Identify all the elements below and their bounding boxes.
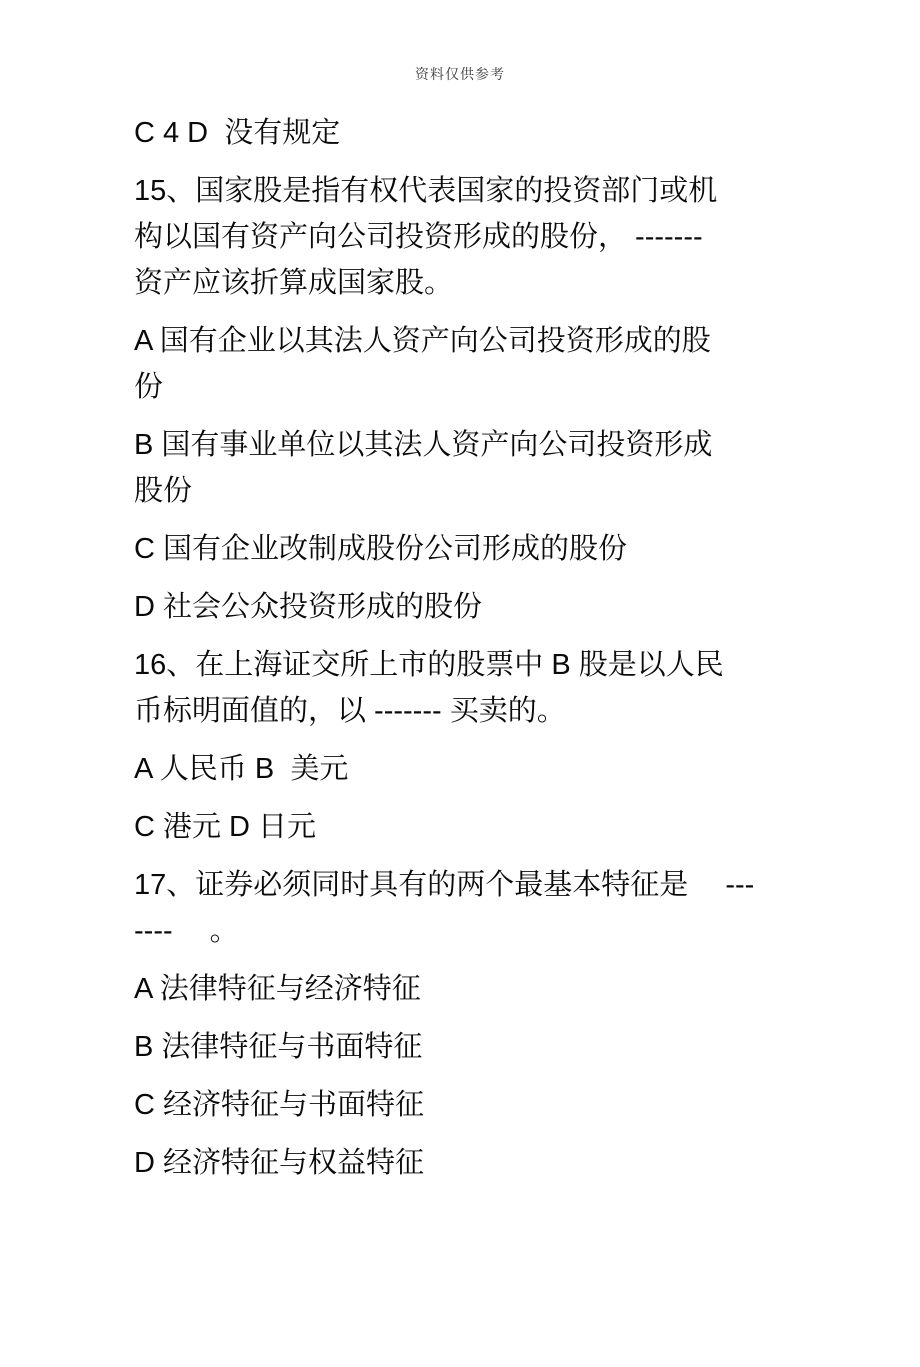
text-line: C 4 D 没有规定 (134, 117, 341, 149)
text-line: 股份 (134, 475, 193, 507)
text-line: A 国有企业以其法人资产向公司投资形成的股 (134, 325, 711, 357)
question-17-option-a (134, 966, 834, 1012)
question-16-stem (134, 642, 834, 734)
text-line: C 港元 D 日元 (134, 811, 317, 843)
text-line: 17、证券必须同时具有的两个最基本特征是 --- (134, 869, 755, 901)
question-15-option-b (134, 422, 834, 514)
text-line: C 国有企业改制成股份公司形成的股份 (134, 533, 628, 565)
question-15-option-c (134, 526, 834, 572)
text-line: A 人民币 B 美元 (134, 753, 349, 785)
question-17-option-d (134, 1140, 834, 1186)
watermark-text: 资料仅供参考 (415, 66, 505, 82)
text-line: C 经济特征与书面特征 (134, 1089, 425, 1121)
text-line: D 经济特征与权益特征 (134, 1147, 425, 1179)
question-15-option-a (134, 318, 834, 410)
text-line: 构以国有资产向公司投资形成的股份， ------- (134, 221, 703, 253)
text-line: 币标明面值的，以 ------- 买卖的。 (134, 695, 566, 727)
text-line: B 国有事业单位以其法人资产向公司投资形成 (134, 429, 713, 461)
text-line: ---- 。 (134, 915, 239, 947)
text-line: B 法律特征与书面特征 (134, 1031, 423, 1063)
text-line: 16、在上海证交所上市的股票中 B 股是以人民 (134, 649, 724, 681)
text-line: D 社会公众投资形成的股份 (134, 591, 483, 623)
question-15-option-d (134, 584, 834, 630)
question-16-options-cd (134, 804, 834, 850)
text-line: A 法律特征与经济特征 (134, 973, 421, 1005)
question-16-options-ab (134, 746, 834, 792)
question-15-stem (134, 168, 834, 306)
document-body (134, 110, 834, 1186)
text-line: 15、国家股是指有权代表国家的投资部门或机 (134, 175, 718, 207)
question-17-stem (134, 862, 834, 954)
question-17-option-c (134, 1082, 834, 1128)
question-17-option-b (134, 1024, 834, 1070)
text-line: 资产应该折算成国家股。 (134, 267, 454, 299)
answer-line-q14 (134, 110, 834, 156)
text-line: 份 (134, 371, 164, 403)
